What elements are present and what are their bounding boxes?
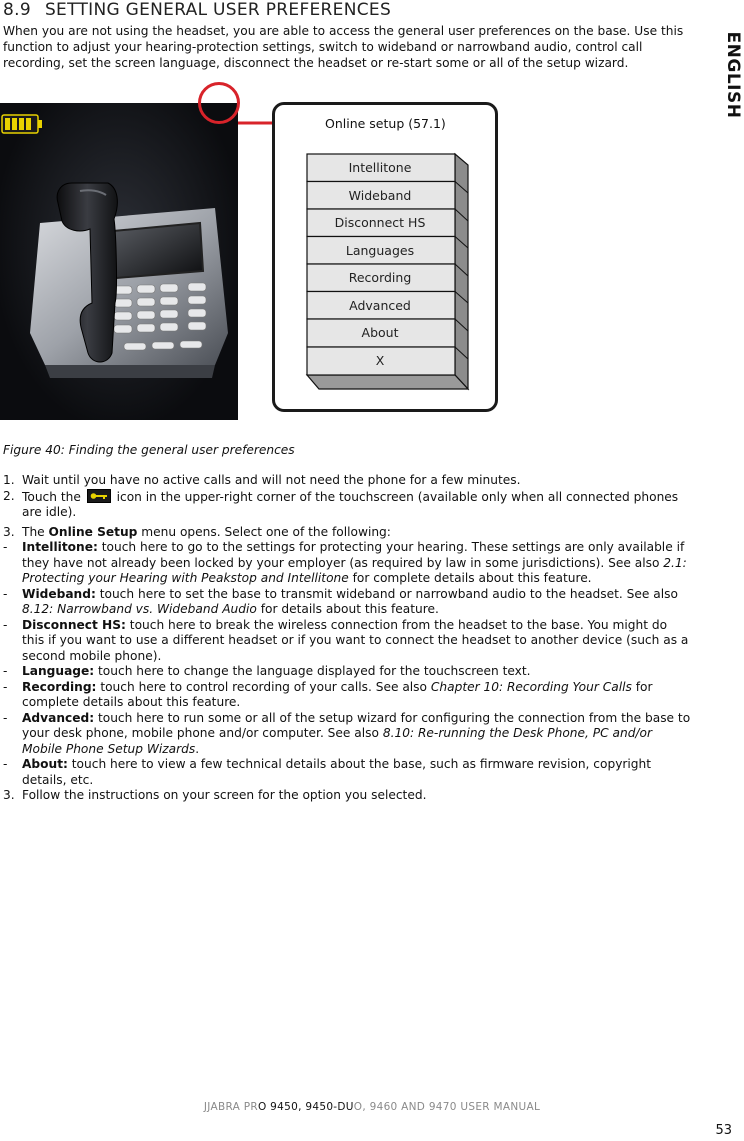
battery-icon — [2, 115, 42, 133]
menu-item-wideband[interactable]: Wideband — [348, 187, 412, 203]
menu-item-disconnect-hs[interactable]: Disconnect HS — [334, 215, 426, 230]
online-setup-menu — [272, 102, 498, 412]
option-intellitone: - Intellitone: touch here to go to the settings for protecting your hearing. These settings are only available if they have not already been locked by your employer (as required by law in some jurisdictions). See also 2.1: Protecting your Hearing with Peakstop and Intellitone for complete details about this feature. — [3, 540, 687, 585]
section-number: 8.9 — [3, 0, 31, 20]
key-icon-highlight-circle — [198, 82, 240, 124]
section-title: SETTING GENERAL USER PREFERENCES — [44, 0, 392, 20]
page-number: 53 — [715, 1123, 732, 1138]
option-disconnect-hs: - Disconnect HS: touch here to break the wireless connection from the headset to the base. You might do this if you want to use a different headset or if you want to connect the headset to another device (such as a second mobile phone). — [3, 617, 689, 663]
step-1: 1. Wait until you have no active calls and will not need the phone for a few minutes. — [3, 473, 521, 487]
section-intro: When you are not using the headset, you are able to access the general user preferences on the base. Use this function to adjust your hearing-protection settings, switch to wideband or narrowband audio, control call recording, set the screen language, disconnect the headset or re-start some or all of the setup wizard. — [3, 24, 684, 70]
figure-caption: Figure 40: Finding the general user preferences — [3, 443, 295, 457]
language-side-tab — [722, 31, 744, 119]
desk-phone-photo — [0, 103, 238, 420]
section-heading — [3, 0, 391, 20]
page-footer: JJABRA PRO 9450, 9450-DUO, 9460 AND 9470 USER MANUAL — [203, 1101, 541, 1113]
option-wideband: - Wideband: touch here to set the base to transmit wideband or narrowband audio to the headset. See also 8.12: Narrowband vs. Wideband Audio for details about this feature. — [3, 586, 678, 616]
language-label: ENGLISH — [723, 31, 743, 119]
menu-item-recording[interactable]: Recording — [348, 270, 412, 285]
menu-item-advanced[interactable]: Advanced — [349, 297, 411, 313]
option-advanced: - Advanced: touch here to run some or all of the setup wizard for configuring the connection from the base to your desk phone, mobile phone and/or computer. See also 8.10: Re-running the Desk Phone, PC and/or Mobile Phone Setup Wizards. — [3, 710, 691, 756]
step-2: 2. Touch the icon in the upper-right corner of the touchscreen (available only when all connected phones are idle). — [3, 488, 679, 519]
option-language: - Language: touch here to change the language displayed for the touchscreen text. — [3, 664, 531, 678]
menu-item-about[interactable]: About — [361, 325, 399, 340]
menu-title: Online setup (57.1) — [325, 116, 446, 131]
option-recording: - Recording: touch here to control recording of your calls. See also Chapter 10: Recording Your Calls for complete details about this feature. — [3, 679, 653, 709]
step-3: 3. The Online Setup menu opens. Select one of the following: — [3, 524, 391, 539]
option-about: - About: touch here to view a few technical details about the base, such as firmware revision, copyright details, etc. — [3, 757, 652, 787]
key-icon — [87, 489, 111, 503]
desk-phone-illustration — [0, 103, 238, 420]
instructions — [3, 473, 693, 804]
menu-item-close[interactable]: X — [375, 352, 385, 368]
menu-item-list — [306, 154, 454, 374]
menu-item-languages[interactable]: Languages — [345, 242, 415, 258]
step-4: 3. Follow the instructions on your screen for the option you selected. — [3, 788, 427, 802]
menu-item-intellitone[interactable]: Intellitone — [348, 160, 412, 175]
